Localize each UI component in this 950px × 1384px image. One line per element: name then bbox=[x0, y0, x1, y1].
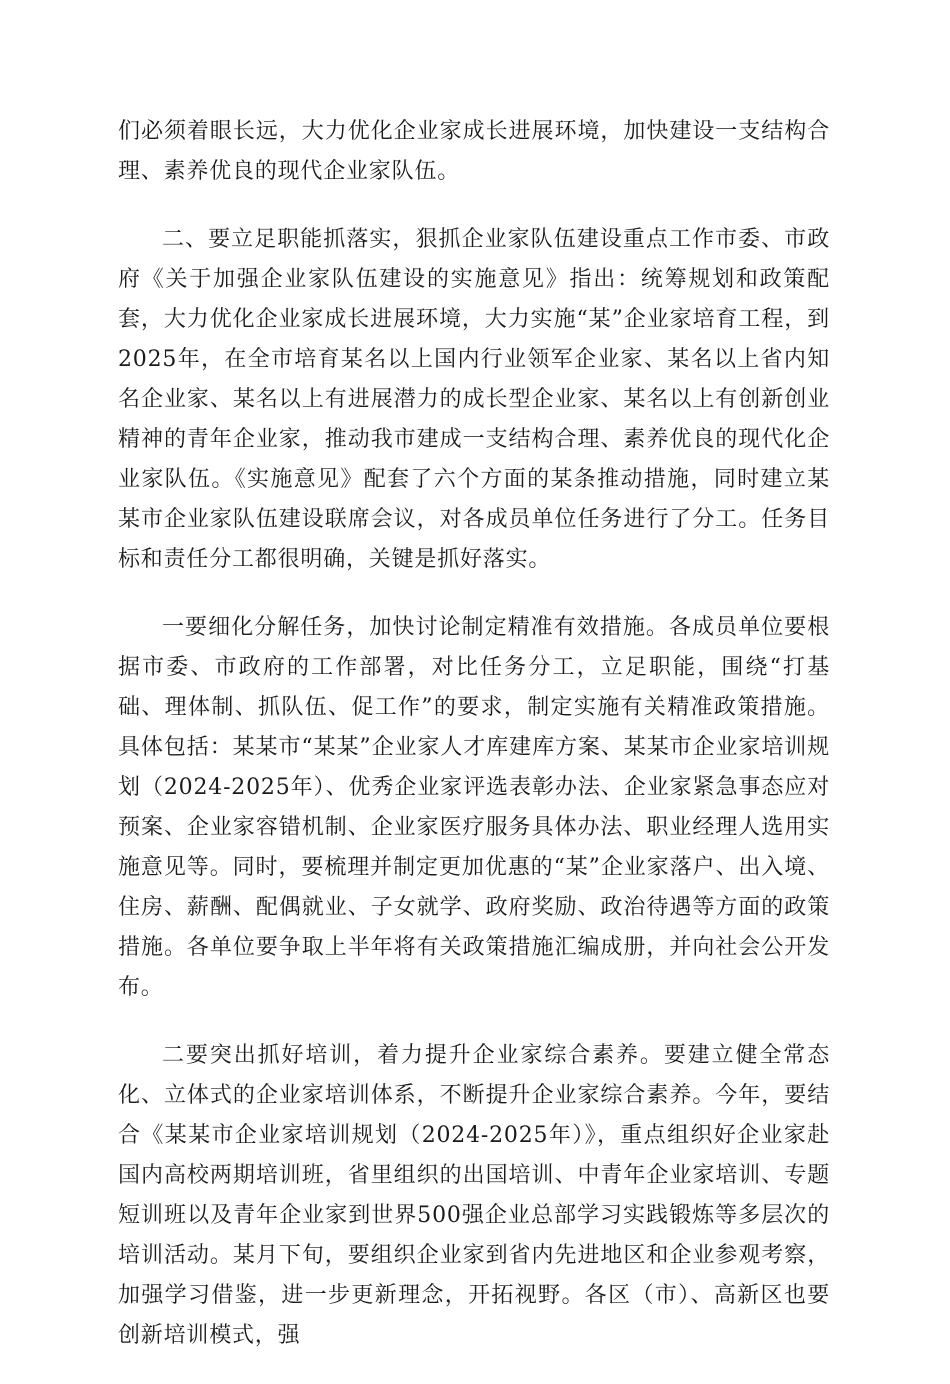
paragraph-task-one: 一要细化分解任务，加快讨论制定精准有效措施。各成员单位要根据市委、市政府的工作部署，对比任务分工，立足职能，围绕“打基础、理体制、抓队伍、促工作”的要求，制定实施有关精准政策措施。具体包括：某某市“某某”企业家人才库建库方案、某某市企业家培训规划（2024-2025年）、优秀企业家评选表彰办法、企业家紧急事态应对预案、企业家容错机制、企业家医疗服务具体办法、职业经理人选用实施意见等。同时，要梳理并制定更加优惠的“某”企业家落户、出入境、住房、薪酬、配偶就业、子女就学、政府奖励、政治待遇等方面的政策措施。各单位要争取上半年将有关政策措施汇编成册，并向社会公开发布。 bbox=[118, 615, 830, 1000]
paragraph-section-two: 二、要立足职能抓落实，狠抓企业家队伍建设重点工作市委、市政府《关于加强企业家队伍建设的实施意见》指出：统筹规划和政策配套，大力优化企业家成长进展环境，大力实施“某”企业家培育工程，到2025年，在全市培育某名以上国内行业领军企业家、某名以上省内知名企业家、某名以上有进展潜力的成长型企业家、某名以上有创新创业精神的青年企业家，推动我市建成一支结构合理、素养优良的现代化企业家队伍。《实施意见》配套了六个方面的某条推动措施，同时建立某某市企业家队伍建设联席会议，对各成员单位任务进行了分工。任务目标和责任分工都很明确，关键是抓好落实。 bbox=[118, 227, 830, 572]
paragraph-task-two: 二要突出抓好培训，着力提升企业家综合素养。要建立健全常态化、立体式的企业家培训体系，不断提升企业家综合素养。今年，要结合《某某市企业家培训规划（2024-2025年）》，重点组织好企业家赴国内高校两期培训班，省里组织的出国培训、中青年企业家培训、专题短训班以及青年企业家到世界500强企业总部学习实践锻炼等多层次的培训活动。某月下旬，要组织企业家到省内先进地区和企业参观考察，加强学习借鉴，进一步更新理念，开拓视野。各区（市）、高新区也要创新培训模式，强 bbox=[118, 1043, 830, 1348]
paragraph-continuation: 们必须着眼长远，大力优化企业家成长进展环境，加快建设一支结构合理、素养优良的现代企业家队伍。 bbox=[118, 119, 830, 184]
document-body bbox=[118, 112, 830, 1384]
